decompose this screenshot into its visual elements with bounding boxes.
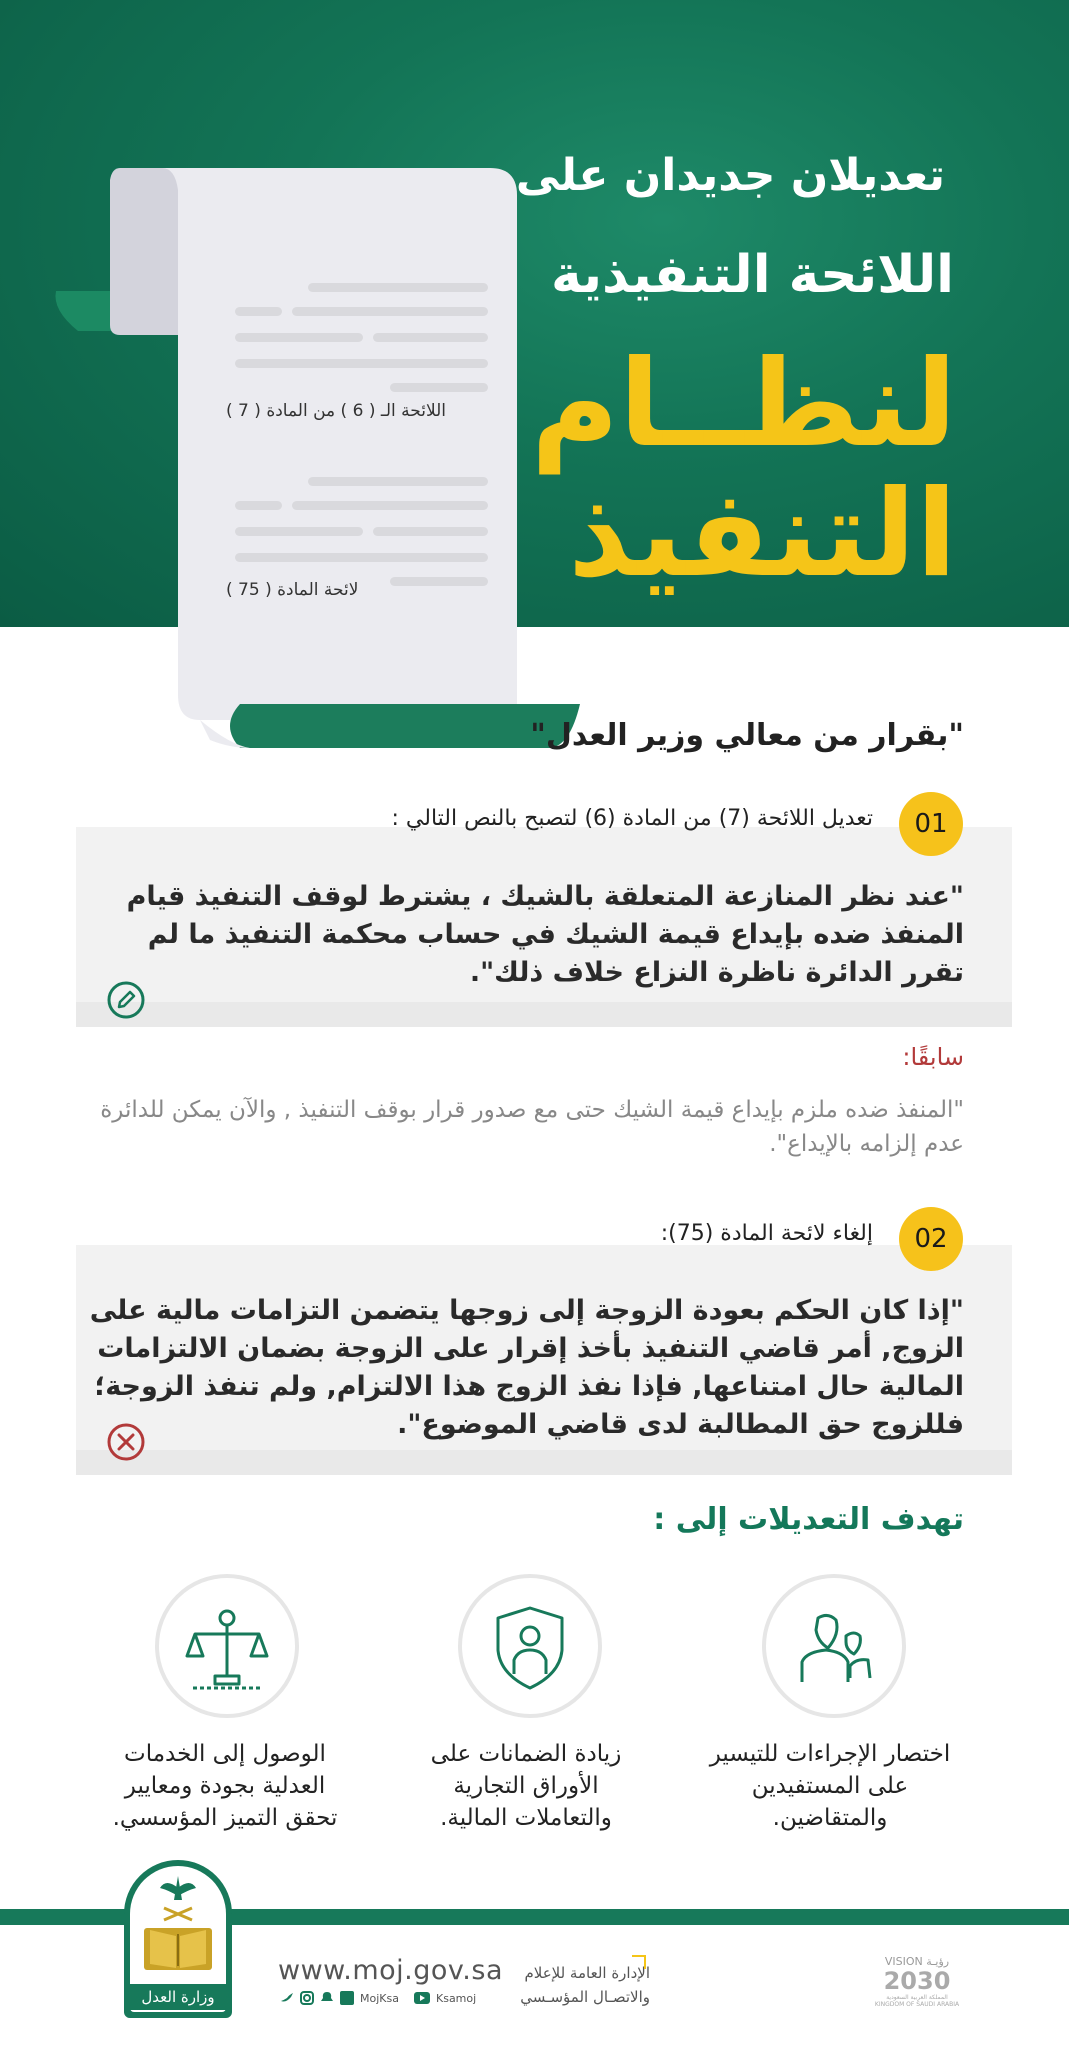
social-handle-1[interactable]: MojKsa xyxy=(360,1992,399,2005)
scroll-line xyxy=(235,307,282,316)
scroll-line xyxy=(235,527,363,536)
scroll-line xyxy=(235,501,282,510)
people-icon xyxy=(766,1578,902,1714)
scroll-line xyxy=(292,307,488,316)
hero-big-word2: التنفيذ xyxy=(568,465,957,604)
website-link[interactable]: www.moj.gov.sa xyxy=(278,1955,503,1986)
previous-label: سابقًا: xyxy=(902,1043,964,1071)
department-accent xyxy=(632,1955,646,1969)
quote-box-2-footer xyxy=(76,1450,1012,1475)
decree-heading: "بقرار من معالي وزير العدل" xyxy=(530,718,964,753)
social-handle-2[interactable]: Ksamoj xyxy=(436,1992,477,2005)
scroll-label-2: لائحة المادة ( 75 ) xyxy=(226,580,359,600)
scroll-line xyxy=(373,527,488,536)
social-icons-row xyxy=(280,1990,480,2008)
goals-title: تهدف التعديلات إلى : xyxy=(653,1502,964,1537)
pencil-edit-icon xyxy=(106,980,146,1020)
scroll-label-1: اللائحة الـ ( 6 ) من المادة ( 7 ) xyxy=(226,401,447,421)
vision-subtitle: المملكة العربية السعودية KINGDOM OF SAUDI ARABIA xyxy=(874,1994,960,2008)
vision-label: VISION رؤيـة xyxy=(884,1955,950,1968)
youtube-icon[interactable] xyxy=(414,1992,430,2004)
justice-scale-icon xyxy=(159,1578,295,1714)
snapchat-icon[interactable] xyxy=(320,1991,334,2005)
ministry-logo-text: وزارة العدل xyxy=(130,1984,226,2010)
item-heading-2: إلغاء لائحة المادة (75): xyxy=(660,1221,873,1246)
goal-circle-3 xyxy=(155,1574,299,1718)
hero-title-line2: اللائحة التنفيذية xyxy=(550,245,954,305)
previous-text: "المنفذ ضده ملزم بإيداع قيمة الشيك حتى مع صدور قرار بوقف التنفيذ , والآن يمكن للدائرة عدم إلزامه بالإيداع". xyxy=(100,1097,964,1157)
scroll-line xyxy=(390,577,488,586)
shield-person-icon xyxy=(462,1578,598,1714)
item-number-1: 01 xyxy=(899,792,963,856)
goal-text-3: الوصول إلى الخدمات العدلية بجودة ومعايير تحقق التميز المؤسسي. xyxy=(112,1741,338,1831)
cancel-x-icon xyxy=(106,1422,146,1462)
vision-year: 2030 xyxy=(883,1967,951,1995)
hero-title-line1: تعديلان جديدان على xyxy=(515,150,945,201)
scroll-line xyxy=(235,553,488,562)
linkedin-icon[interactable] xyxy=(340,1991,354,2005)
vision-2030-logo xyxy=(872,1955,962,2008)
scroll-illustration xyxy=(50,160,590,760)
goal-circle-1 xyxy=(762,1574,906,1718)
goal-circle-2 xyxy=(458,1574,602,1718)
quote-box-1-footer xyxy=(76,1002,1012,1027)
twitter-icon[interactable] xyxy=(280,1991,294,2005)
quote-text-1: "عند نظر المنازعة المتعلقة بالشيك ، يشترط لوقف التنفيذ قيام المنفذ ضده بإيداع قيمة الشيك في حساب محكمة التنفيذ ما لم تقرر الدائرة ناظرة النزاع خلاف ذلك". xyxy=(126,881,964,988)
hero-big-word1: لنظــام xyxy=(531,335,957,474)
goal-text-1: اختصار الإجراءات للتيسير على المستفيدين والمتقاضين. xyxy=(709,1741,951,1831)
scroll-line xyxy=(390,383,488,392)
item-heading-1: تعديل اللائحة (7) من المادة (6) لتصبح بالنص التالي : xyxy=(391,806,873,831)
scroll-line xyxy=(235,333,363,342)
scroll-line xyxy=(308,477,488,486)
goal-text-2: زيادة الضمانات على الأوراق التجارية والتعاملات المالية. xyxy=(430,1741,622,1831)
scroll-line xyxy=(373,333,488,342)
ministry-logo xyxy=(124,1860,232,2018)
department-name: الإدارة العامة للإعلام والاتصـال المؤسـسي xyxy=(520,1964,650,2006)
ministry-emblem-icon xyxy=(138,1870,218,1980)
item-number-2: 02 xyxy=(899,1207,963,1271)
scroll-line xyxy=(235,359,488,368)
scroll-line xyxy=(292,501,488,510)
quote-text-2: "إذا كان الحكم بعودة الزوجة إلى زوجها يتضمن التزامات مالية على الزوج, أمر قاضي التنفيذ بأخذ إقرار على الزوجة بضمان الالتزامات المالية حال امتناعها, فإذا نفذ الزوج هذا الالتزام, ولم تنفذ الزوجة؛ فللزوج حق المطالبة لدى قاضي الموضوع". xyxy=(89,1295,964,1440)
scroll-line xyxy=(308,283,488,292)
instagram-icon[interactable] xyxy=(300,1991,314,2005)
